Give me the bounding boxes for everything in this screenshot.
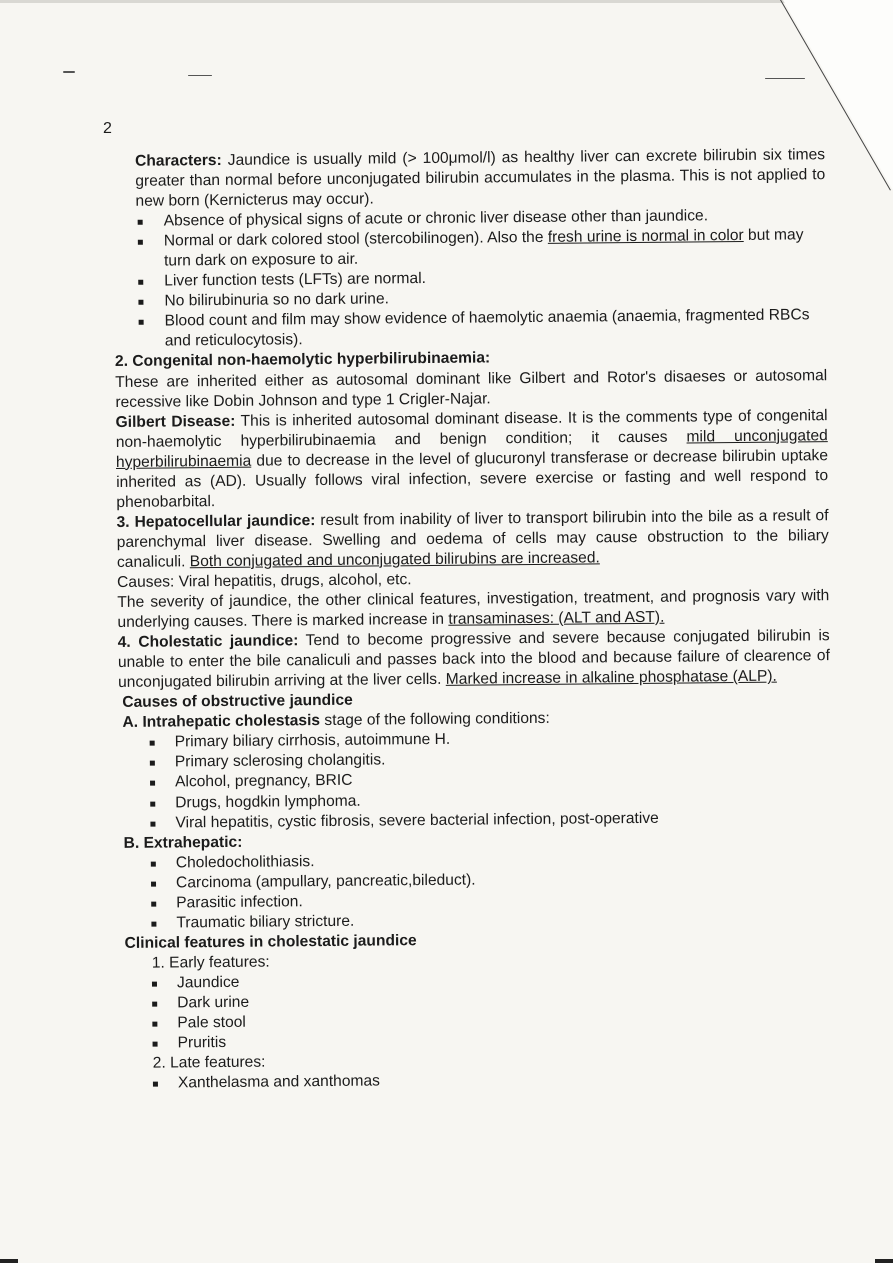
list-item: Absence of physical signs of acute or chronic liver disease other than jaundice.	[114, 205, 826, 232]
hepatocellular-paragraph: 3. Hepatocellular jaundice: result from inability of liver to transport bilirubin into the bile as a result of parenchymal liver disease. Swelling and oedema of cells may cause obstruction to the biliary canaliculi. Both conjugated and unconjugated bilirubins are increased.	[116, 506, 829, 571]
list-item: No bilirubinuria so no dark urine.	[114, 285, 826, 312]
list-item: Viral hepatitis, cystic fibrosis, severe bacterial infection, post-operative	[119, 807, 831, 834]
numbered-label: 1. Early features:	[151, 953, 270, 972]
list-item: Pale stool	[121, 1007, 833, 1034]
intrahepatic-list	[119, 726, 832, 833]
early-features-list	[121, 967, 834, 1054]
scan-smudge	[63, 71, 75, 73]
list-item: Normal or dark colored stool (stercobilinogen). Also the fresh urine is normal in color but may turn dark on exposure to air.	[114, 225, 826, 272]
list-item: Primary sclerosing cholangitis.	[119, 747, 831, 774]
scan-smudge	[765, 78, 805, 79]
scan-top-edge	[0, 0, 893, 3]
scan-bottom-mark	[875, 1259, 893, 1263]
list-item: Choledocholithiasis.	[120, 847, 832, 874]
list-item: Liver function tests (LFTs) are normal.	[114, 265, 826, 292]
paragraph: Causes: Viral hepatitis, drugs, alcohol, etc.	[117, 571, 412, 591]
numbered-label: 2. Late features:	[152, 1053, 266, 1072]
document-body	[113, 145, 834, 1094]
list-item: Parasitic infection.	[120, 887, 832, 914]
list-item: Dark urine	[121, 987, 833, 1014]
section-heading: 2. Congenital non-haemolytic hyperbilirubinaemia:	[114, 349, 491, 371]
scan-smudge	[188, 75, 212, 76]
paragraph: These are inherited either as autosomal dominant like Gilbert and Rotor's disaeses or autosomal recessive like Dobin Johnson and type 1 Crigler-Najar.	[115, 366, 828, 411]
subheading: A. Intrahepatic cholestasis stage of the following conditions:	[122, 710, 550, 732]
section-heading: 3. Hepatocellular jaundice:	[116, 511, 316, 531]
list-item: Primary biliary cirrhosis, autoimmune H.	[119, 726, 831, 753]
list-item: Drugs, hogdkin lymphoma.	[119, 787, 831, 814]
list-item: Traumatic biliary stricture.	[120, 907, 832, 934]
subheading: B. Extrahepatic:	[123, 833, 243, 852]
section-heading: Clinical features in cholestatic jaundice	[124, 931, 417, 952]
list-item: Jaundice	[121, 967, 833, 994]
page-number: 2	[103, 120, 112, 137]
list-item: Xanthelasma and xanthomas	[122, 1067, 834, 1094]
characters-bullet-list	[114, 205, 827, 352]
characters-heading: Characters:	[135, 151, 222, 170]
list-item: Blood count and film may show evidence of haemolytic anaemia (anaemia, fragmented RBCs and reticulocytosis).	[115, 306, 827, 353]
list-item: Alcohol, pregnancy, BRIC	[119, 767, 831, 794]
characters-paragraph: Characters: Jaundice is usually mild (> 100μmol/l) as healthy liver can excrete bilirubin six times greater than normal before unconjugated bilirubin accumulates in the plasma. This is not applied to new born (Kernicterus may occur).	[135, 146, 826, 210]
paragraph: The severity of jaundice, the other clinical features, investigation, treatment, and prognosis vary with underlying causes. There is marked increase in transaminases: (ALT and AST).	[117, 587, 830, 632]
section-heading: 4. Cholestatic jaundice:	[117, 632, 299, 652]
gilbert-paragraph: Gilbert Disease: This is inherited autosomal dominant disease. It is the comments type of congenital non-haemolytic hyperbilirubinaemia and benign condition; it causes mild unconjugated hyperbilirubinaemia due to decrease in the level of glucuronyl transferase or decrease bilirubin uptake inherited as (AD). Usually follows viral infection, severe exercise or fasting and well respond to phenobarbital.	[115, 406, 829, 511]
scan-bottom-mark	[0, 1259, 18, 1263]
list-item: Pruritis	[121, 1027, 833, 1054]
cholestatic-paragraph: 4. Cholestatic jaundice: Tend to become progressive and severe because conjugated bilirubin is unable to enter the bile canaliculi and passes back into the blood and because failure of clearence of unconjugated bilirubin arriving at the liver cells. Marked increase in alkaline phosphatase (ALP).	[117, 627, 830, 692]
section-heading: Causes of obstructive jaundice	[122, 691, 353, 712]
list-item: Carcinoma (ampullary, pancreatic,bileduct).	[120, 867, 832, 894]
extrahepatic-list	[120, 847, 833, 934]
gilbert-heading: Gilbert Disease:	[115, 412, 236, 431]
